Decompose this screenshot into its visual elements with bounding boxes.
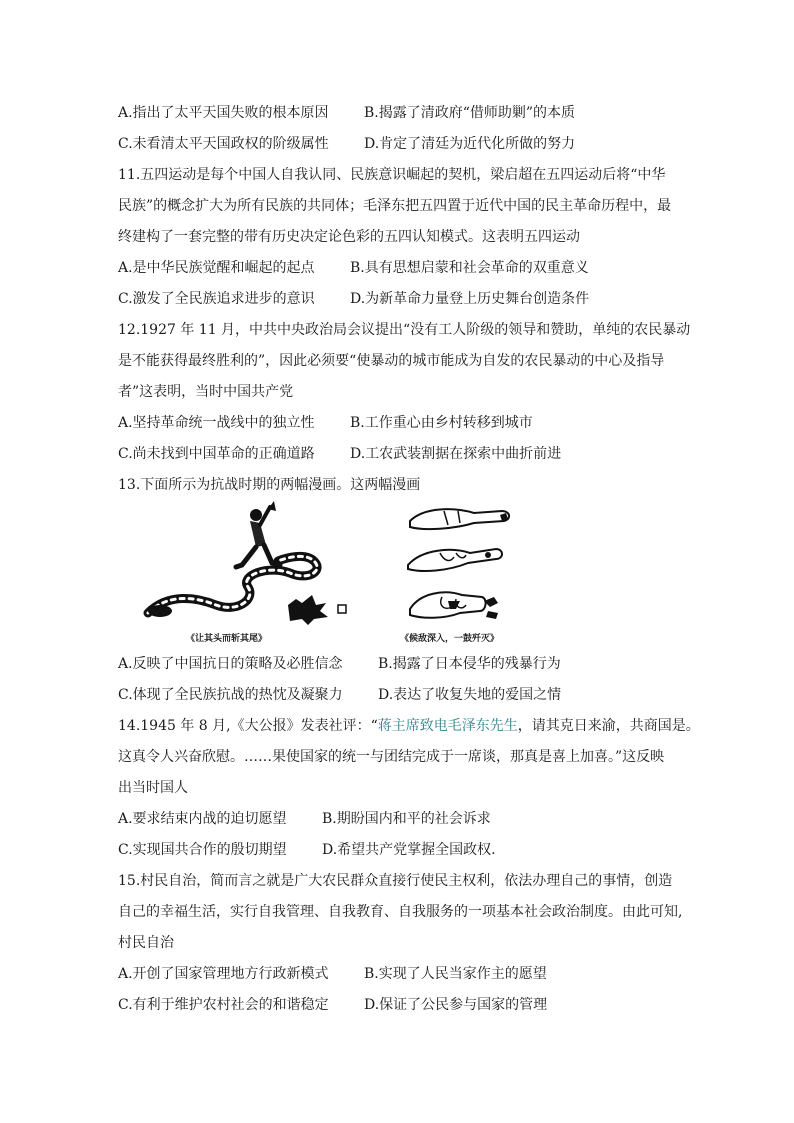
q12-option-b[interactable]: B.工作重心由乡村转移到城市 [350, 415, 533, 431]
q14-options-row-2 [118, 835, 684, 866]
q10-option-d[interactable]: D.肯定了清廷为近代化所做的努力 [364, 136, 576, 152]
q13-option-b[interactable]: B.揭露了日本侵华的残暴行为 [378, 656, 561, 672]
q11-options-row-2 [118, 284, 684, 315]
q14-option-d[interactable]: D.希望共产党掌握全国政权. [322, 842, 496, 858]
q10-option-c[interactable]: C.未看清太平天国政权的阶级属性 [118, 136, 329, 152]
q14-stem-part-b: ，请其克日来渝，共商国是。 [517, 718, 700, 734]
q12-stem-line-2: 是不能获得最终胜利的”，因此必须要“使暴动的城市能成为自发的农民暴动的中心及指导 [118, 353, 665, 369]
q11-option-c[interactable]: C.激发了全民族追求进步的意识 [118, 291, 315, 307]
q14-stem-line-3: 出当时国人 [118, 780, 188, 796]
q15-option-c[interactable]: C.有利于维护农村社会的和谐稳定 [118, 997, 329, 1013]
q11-stem-line-1: 11.五四运动是每个中国人自我认同、民族意识崛起的契机，梁启超在五四运动后将“中华 [118, 167, 666, 183]
q11-options-row-1 [118, 253, 684, 284]
q15-stem-line-2: 自己的幸福生活，实行自我管理、自我教育、自我服务的一项基本社会政治制度。由此可知, [118, 904, 683, 920]
cartoon-snake [138, 501, 360, 644]
q13-options-row-2 [118, 680, 684, 711]
q13-option-d[interactable]: D.表达了收复失地的爱国之情 [378, 687, 562, 703]
q15-option-b[interactable]: B.实现了人民当家作主的愿望 [364, 966, 547, 982]
q12-stem-line-3: 者”这表明，当时中国共产党 [118, 384, 294, 400]
q13-stem-line-1: 13.下面所示为抗战时期的两幅漫画。这两幅漫画 [118, 477, 421, 493]
q13-option-a[interactable]: A.反映了中国抗日的策略及必胜信念 [118, 656, 343, 672]
q10-option-b[interactable]: B.揭露了清政府“借师助剿”的本质 [364, 105, 576, 121]
exam-page [118, 98, 700, 1021]
q10-option-a[interactable]: A.指出了太平天国失败的根本原因 [118, 105, 329, 121]
q15-stem-line-1: 15.村民自治，简而言之就是广大农民群众直接行使民主权利，依法办理自己的事情，创造 [118, 873, 673, 889]
snake-cartoon-icon [138, 501, 360, 625]
q11-option-a[interactable]: A.是中华民族觉醒和崛起的起点 [118, 260, 315, 276]
q11-option-b[interactable]: B.具有思想启蒙和社会革命的双重意义 [350, 260, 589, 276]
q14-stem-line-1 [118, 711, 700, 742]
q14-option-c[interactable]: C.实现国共合作的殷切期望 [118, 842, 287, 858]
q10-options-row-1 [118, 98, 684, 129]
q12-options-row-1 [118, 408, 684, 439]
q14-stem-part-a: 14.1945 年 8 月,《大公报》发表社评：“ [118, 718, 378, 734]
q14-stem-line-2: 这真令人兴奋欣慰。……果使国家的统一与团结完成于一席谈，那真是喜上加喜。”这反映 [118, 749, 665, 765]
q14-stem-highlight: 蒋主席致电毛泽东先生 [377, 718, 518, 734]
cartoon-hands [400, 501, 524, 644]
q15-option-a[interactable]: A.开创了国家管理地方行政新模式 [118, 966, 329, 982]
q11-stem-line-3: 终建构了一套完整的带有历史决定论色彩的五四认知模式。这表明五四运动 [118, 229, 580, 245]
q11-option-d[interactable]: D.为新革命力量登上历史舞台创造条件 [350, 291, 590, 307]
q13-cartoons [118, 501, 684, 649]
q14-options-row-1 [118, 804, 684, 835]
q15-options-row-1 [118, 959, 684, 990]
q11-stem-line-2: 民族”的概念扩大为所有民族的共同体；毛泽东把五四置于近代中国的民主革命历程中，最 [118, 198, 672, 214]
q13-options-row-1 [118, 649, 684, 680]
q13-option-c[interactable]: C.体现了全民族抗战的热忱及凝聚力 [118, 687, 343, 703]
cartoon-caption-2: 《候敌深入，一鼓歼灭》 [400, 634, 500, 644]
cartoon-caption-1: 《让其头而斩其尾》 [186, 634, 268, 644]
q15-stem-line-3: 村民自治 [118, 935, 174, 951]
q12-options-row-2 [118, 439, 684, 470]
q12-option-d[interactable]: D.工农武装割据在探索中曲折前进 [350, 446, 562, 462]
hands-cartoon-icon [404, 501, 524, 625]
q15-option-d[interactable]: D.保证了公民参与国家的管理 [364, 997, 548, 1013]
q14-option-b[interactable]: B.期盼国内和平的社会诉求 [322, 811, 491, 827]
q12-option-a[interactable]: A.坚持革命统一战线中的独立性 [118, 415, 315, 431]
q12-option-c[interactable]: C.尚未找到中国革命的正确道路 [118, 446, 315, 462]
q12-stem-line-1: 12.1927 年 11 月，中共中央政治局会议提出“没有工人阶级的领导和赞助，单纯的农民暴动 [118, 322, 691, 338]
q10-options-row-2 [118, 129, 684, 160]
q15-options-row-2 [118, 990, 684, 1021]
q14-option-a[interactable]: A.要求结束内战的迫切愿望 [118, 811, 287, 827]
